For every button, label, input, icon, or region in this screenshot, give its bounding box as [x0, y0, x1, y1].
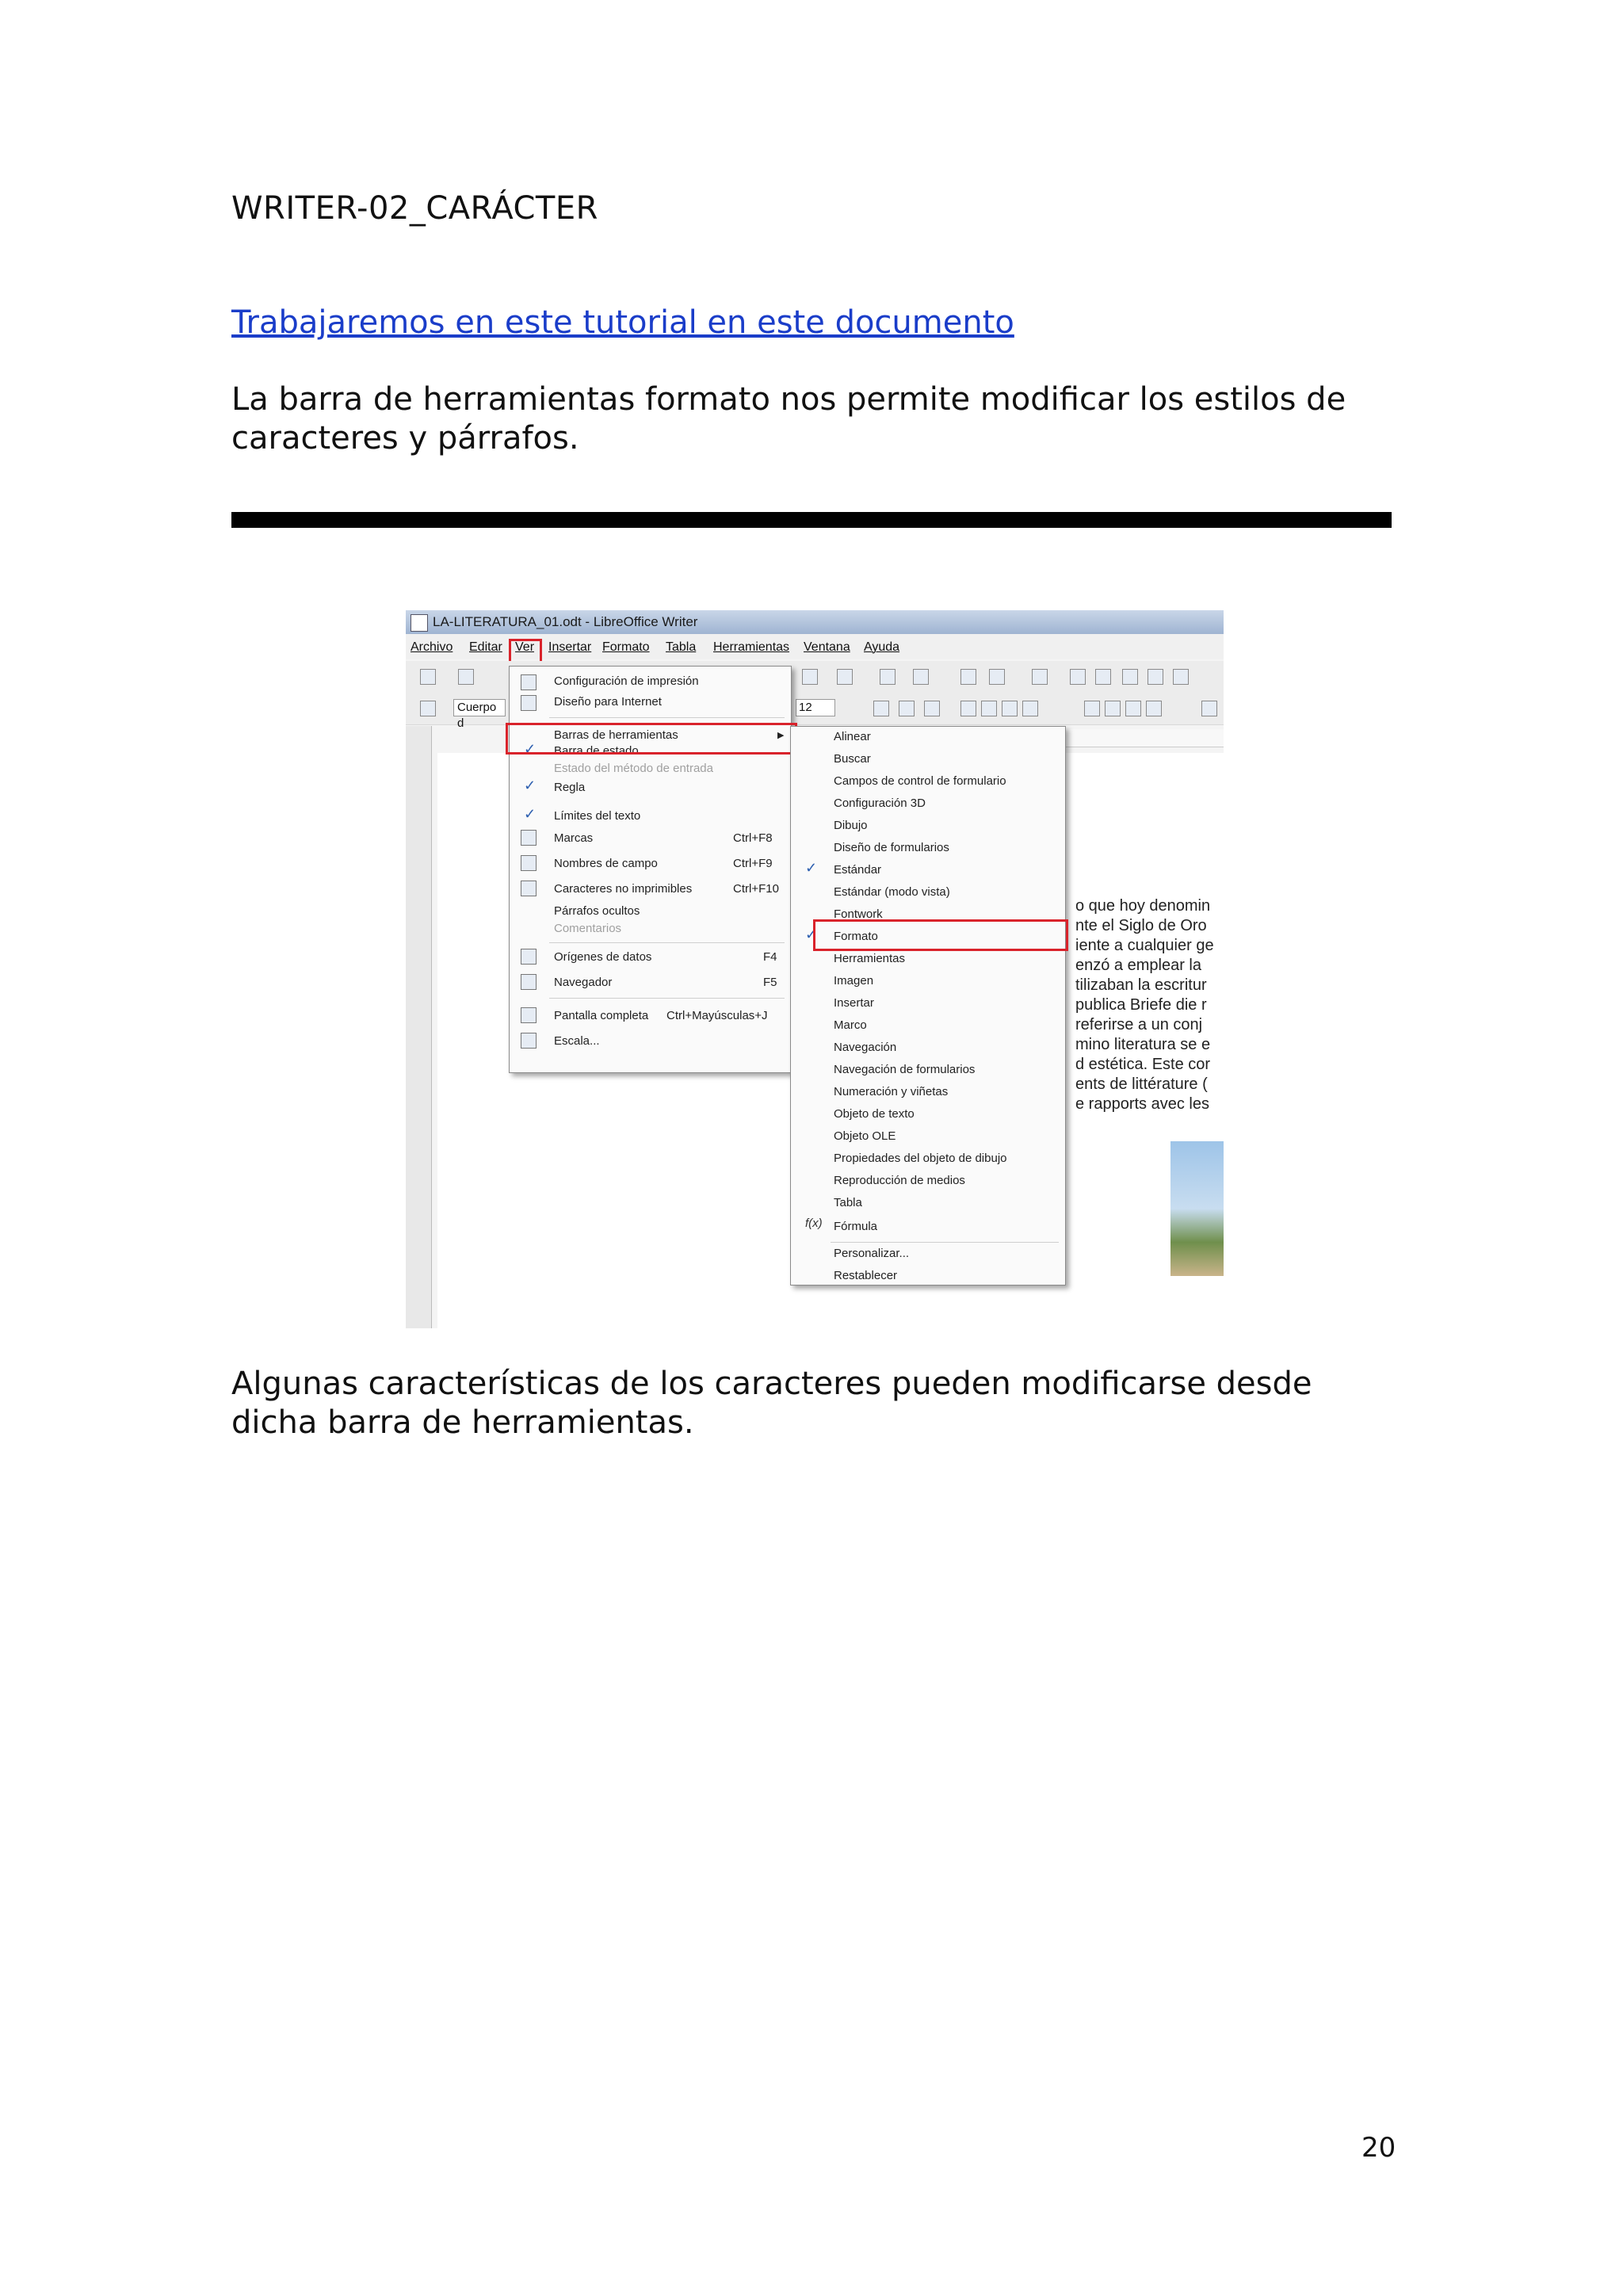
doc-line: enzó a emplear la: [1075, 957, 1201, 974]
fullscreen-icon: [521, 1007, 537, 1023]
menu-item-limites-texto[interactable]: Límites del texto: [554, 809, 641, 823]
menu-tabla[interactable]: Tabla: [666, 640, 697, 654]
decrease-indent-icon[interactable]: [1125, 701, 1141, 716]
checkmark-icon: ✓: [524, 806, 537, 822]
bold-icon[interactable]: [873, 701, 889, 716]
toolbars-submenu: [790, 726, 1066, 1286]
doc-line: referirse a un conj: [1075, 1016, 1203, 1033]
submenu-item-insertar[interactable]: Insertar: [834, 996, 874, 1010]
navigator-icon[interactable]: [1122, 669, 1138, 685]
doc-line: e rapports avec les: [1075, 1095, 1209, 1113]
menu-ver[interactable]: Ver: [515, 640, 535, 654]
submenu-item-diseno-formularios[interactable]: Diseño de formularios: [834, 841, 949, 854]
paste-icon[interactable]: [802, 669, 818, 685]
font-size-box[interactable]: 12: [796, 699, 835, 716]
align-left-icon[interactable]: [960, 701, 976, 716]
redo-icon[interactable]: [913, 669, 929, 685]
menu-separator: [549, 717, 785, 718]
hyperlink-icon[interactable]: [960, 669, 976, 685]
shortcut-label: F5: [763, 976, 777, 989]
menu-separator: [831, 1242, 1059, 1243]
checkmark-icon: ✓: [805, 860, 818, 876]
menu-formato[interactable]: Formato: [602, 640, 650, 654]
submenu-item-propiedades-objeto-dibujo[interactable]: Propiedades del objeto de dibujo: [834, 1152, 1007, 1165]
submenu-item-objeto-texto[interactable]: Objeto de texto: [834, 1107, 915, 1121]
navigator-icon: [521, 974, 537, 990]
submenu-item-campos-control[interactable]: Campos de control de formulario: [834, 774, 1006, 788]
underline-icon[interactable]: [924, 701, 940, 716]
submenu-item-reproduccion-medios[interactable]: Reproducción de medios: [834, 1174, 965, 1187]
paintbrush-icon[interactable]: [837, 669, 853, 685]
menu-herramientas[interactable]: Herramientas: [713, 640, 790, 654]
shortcut-label: Ctrl+Mayúsculas+J: [666, 1009, 768, 1022]
bullets-icon[interactable]: [1105, 701, 1121, 716]
page-header: WRITER-02_CARÁCTER: [231, 190, 598, 227]
data-sources-icon: [521, 949, 537, 965]
pilcrow-icon[interactable]: [1173, 669, 1189, 685]
formatting-marks-icon: [521, 830, 537, 846]
menu-item-pantalla-completa[interactable]: Pantalla completa: [554, 1009, 649, 1022]
menu-item-origenes-datos[interactable]: Orígenes de datos: [554, 950, 652, 964]
paragraph-style-box[interactable]: Cuerpo d: [453, 699, 506, 716]
menu-item-regla[interactable]: Regla: [554, 781, 586, 794]
tutorial-document-link[interactable]: Trabajaremos en este tutorial en este documento: [231, 304, 1014, 341]
menu-insertar[interactable]: Insertar: [548, 640, 592, 654]
doc-line: nte el Siglo de Oro: [1075, 917, 1207, 934]
submenu-item-herramientas[interactable]: Herramientas: [834, 952, 906, 965]
vertical-ruler: [406, 726, 432, 1328]
submenu-item-dibujo[interactable]: Dibujo: [834, 819, 868, 832]
menu-item-comentarios: Comentarios: [554, 922, 622, 935]
submenu-item-formula[interactable]: Fórmula: [834, 1220, 878, 1233]
writer-screenshot: [406, 610, 1224, 1328]
show-draw-functions-icon[interactable]: [1032, 669, 1048, 685]
doc-line: iente a cualquier ge: [1075, 937, 1214, 954]
align-center-icon[interactable]: [981, 701, 997, 716]
menu-item-estado-metodo-entrada: Estado del método de entrada: [554, 762, 713, 775]
menu-item-nombres-campo[interactable]: Nombres de campo: [554, 857, 658, 870]
doc-line: d estética. Este cor: [1075, 1056, 1211, 1073]
submenu-item-tabla[interactable]: Tabla: [834, 1196, 862, 1209]
window-titlebar: [406, 610, 1224, 634]
submenu-item-fontwork[interactable]: Fontwork: [834, 907, 883, 921]
gallery-icon[interactable]: [1095, 669, 1111, 685]
menu-ayuda[interactable]: Ayuda: [864, 640, 900, 654]
shortcut-label: Ctrl+F8: [733, 831, 773, 845]
menu-item-parrafos-ocultos[interactable]: Párrafos ocultos: [554, 904, 640, 918]
styles-icon[interactable]: [420, 701, 436, 716]
toolbars-item-highlight: [506, 723, 797, 755]
open-folder-icon[interactable]: [458, 669, 474, 685]
menu-item-escala[interactable]: Escala...: [554, 1034, 600, 1048]
undo-icon[interactable]: [880, 669, 896, 685]
data-sources-icon[interactable]: [1148, 669, 1163, 685]
shortcut-label: Ctrl+F10: [733, 882, 779, 896]
submenu-item-numeracion-vinetas[interactable]: Numeración y viñetas: [834, 1085, 949, 1098]
doc-line: publica Briefe die r: [1075, 996, 1207, 1014]
numbering-icon[interactable]: [1084, 701, 1100, 716]
submenu-item-alinear[interactable]: Alinear: [834, 730, 871, 743]
window-title: LA-LITERATURA_01.odt - LibreOffice Writer: [433, 614, 698, 629]
find-icon[interactable]: [1070, 669, 1086, 685]
submenu-item-objeto-ole[interactable]: Objeto OLE: [834, 1129, 896, 1143]
checkmark-icon: ✓: [805, 926, 818, 942]
field-names-icon: [521, 855, 537, 871]
submenu-item-marco[interactable]: Marco: [834, 1018, 867, 1032]
increase-indent-icon[interactable]: [1146, 701, 1162, 716]
submenu-item-navegacion-formularios[interactable]: Navegación de formularios: [834, 1063, 976, 1076]
pilcrow-icon: [521, 881, 537, 896]
submenu-item-buscar[interactable]: Buscar: [834, 752, 871, 766]
submenu-item-estandar-modo-vista[interactable]: Estándar (modo vista): [834, 885, 950, 899]
italic-icon[interactable]: [899, 701, 915, 716]
submenu-item-estandar[interactable]: Estándar: [834, 863, 882, 877]
formato-item-highlight: [813, 919, 1068, 951]
submenu-item-personalizar[interactable]: Personalizar...: [834, 1247, 910, 1260]
new-document-icon[interactable]: [420, 669, 436, 685]
shortcut-label: F4: [763, 950, 777, 964]
horizontal-rule: [231, 512, 1392, 528]
doc-line: tilizaban la escritur: [1075, 976, 1207, 994]
menu-ventana[interactable]: Ventana: [804, 640, 850, 654]
print-setup-icon: [521, 674, 537, 690]
submenu-item-formato[interactable]: Formato: [834, 930, 878, 943]
menu-separator: [549, 998, 785, 999]
menu-archivo[interactable]: Archivo: [411, 640, 453, 654]
menu-separator: [549, 942, 785, 943]
street-photo: [1170, 1141, 1224, 1276]
menu-item-navegador[interactable]: Navegador: [554, 976, 613, 989]
align-right-icon[interactable]: [1002, 701, 1018, 716]
menu-item-caracteres-no-imprimibles[interactable]: Caracteres no imprimibles: [554, 882, 693, 896]
menu-editar[interactable]: Editar: [469, 640, 502, 654]
formula-icon: f(x): [805, 1217, 823, 1230]
closing-paragraph: Algunas características de los caracteres pueden modificarse desde dicha barra de herramientas.: [231, 1366, 1312, 1441]
menu-item-barras-herramientas[interactable]: Barras de herramientas: [554, 728, 678, 742]
table-icon[interactable]: [989, 669, 1005, 685]
checkmark-icon: ✓: [524, 777, 537, 793]
submenu-item-configuracion-3d[interactable]: Configuración 3D: [834, 797, 926, 810]
menu-item-diseno-internet[interactable]: Diseño para Internet: [554, 695, 662, 709]
submenu-item-imagen[interactable]: Imagen: [834, 974, 874, 988]
doc-line: mino literatura se e: [1075, 1036, 1211, 1053]
zoom-icon: [521, 1033, 537, 1049]
highlight-icon[interactable]: [1201, 701, 1217, 716]
submenu-arrow-icon: ▶: [777, 731, 785, 740]
menu-item-configuracion-impresion[interactable]: Configuración de impresión: [554, 674, 699, 688]
page-number: 20: [1361, 2132, 1396, 2164]
submenu-item-navegacion[interactable]: Navegación: [834, 1041, 897, 1054]
doc-line: o que hoy denomin: [1075, 897, 1211, 915]
shortcut-label: Ctrl+F9: [733, 857, 773, 870]
menu-item-barra-estado[interactable]: Barra de estado: [554, 744, 639, 758]
justify-icon[interactable]: [1022, 701, 1038, 716]
doc-line: ents de littérature (: [1075, 1075, 1208, 1093]
checkmark-icon: ✓: [524, 741, 537, 757]
menu-item-marcas[interactable]: Marcas: [554, 831, 594, 845]
submenu-item-restablecer[interactable]: Restablecer: [834, 1269, 898, 1282]
web-layout-icon: [521, 695, 537, 711]
intro-paragraph: La barra de herramientas formato nos permite modificar los estilos de caracteres y párrafos.: [231, 381, 1346, 457]
writer-app-icon: [411, 614, 428, 632]
